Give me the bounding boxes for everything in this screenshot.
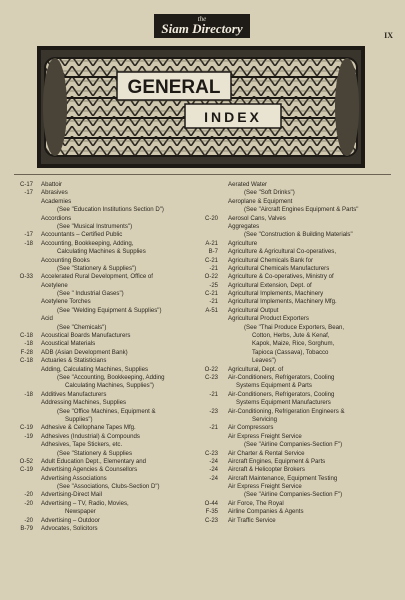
- page-reference: [199, 223, 221, 231]
- page-reference: O-22: [204, 274, 218, 281]
- index-entry: Servicing: [252, 415, 278, 423]
- page-reference: -21: [209, 391, 218, 398]
- index-entry: Aggregates: [228, 222, 260, 230]
- index-entry: Aeroplane & Equipment: [228, 197, 293, 205]
- page-reference: [14, 382, 36, 390]
- page-reference: [14, 265, 36, 273]
- page-reference: C-17: [19, 182, 33, 188]
- index-entry: Actuaries & Statisticians: [41, 357, 107, 365]
- index-entry: Agriculture & Agricultural Co-operatives,: [228, 248, 337, 256]
- index-entry: Accordions: [41, 214, 72, 222]
- right-column-codes: [199, 181, 221, 525]
- page-reference: [199, 441, 221, 449]
- page-reference: [14, 206, 36, 214]
- index-entry: Acetylene: [41, 281, 68, 289]
- page-reference: [14, 450, 36, 458]
- index-entry: Adhesives, Tape Stickers, etc.: [41, 441, 123, 449]
- index-entry: Advertising Associations: [41, 474, 107, 482]
- index-entry: Acoustical Boards Manufacturers: [41, 332, 131, 340]
- page-reference: -17: [24, 232, 33, 239]
- index-entry: Agricultural Extension, Dept. of: [228, 281, 312, 289]
- index-entry: Agricultural, Dept. of: [228, 365, 284, 373]
- index-entry: Air Traffic Service: [228, 516, 276, 524]
- page-reference: C-19: [19, 467, 33, 474]
- page-reference: [14, 475, 36, 483]
- masthead-title: Siam Directory: [161, 21, 243, 36]
- page-reference: C-20: [204, 215, 218, 222]
- page-reference: [199, 491, 221, 499]
- page-reference: [199, 315, 221, 323]
- page-reference: A-21: [205, 240, 218, 247]
- index-entry: Air Express Freight Service: [228, 432, 302, 440]
- index-entry: Adhesive & Cellophane Tapes Mfg.: [41, 424, 136, 432]
- top-divider: [14, 174, 391, 175]
- index-entry: Adult Education Dept., Elementary and: [41, 457, 147, 465]
- index-entry: Accelerated Rural Development, Office of: [41, 273, 153, 281]
- masthead-the: the: [197, 15, 207, 23]
- index-entry: Agriculture & Co-operatives, Ministry of: [228, 273, 334, 281]
- index-entry: (See "Associations, Clubs-Section D"): [57, 483, 160, 491]
- page-reference: [14, 416, 36, 424]
- index-entry: Agricultural Product Exporters: [228, 315, 309, 323]
- index-entry: Academies: [41, 197, 72, 205]
- page-reference: [14, 290, 36, 298]
- page-reference: -20: [24, 517, 33, 524]
- page-reference: -21: [209, 425, 218, 432]
- banner-word-index: INDEX: [204, 109, 262, 125]
- page-reference: [14, 257, 36, 265]
- page-reference: -18: [24, 240, 33, 247]
- index-entry: Aircraft Maintenance, Equipment Testing: [228, 474, 338, 482]
- index-entry: Newspaper: [65, 508, 96, 516]
- page-reference: O-44: [204, 500, 218, 507]
- page-reference: [199, 483, 221, 491]
- general-index-banner: [37, 46, 365, 168]
- page-reference: -24: [209, 467, 218, 474]
- page-reference: -25: [209, 282, 218, 289]
- index-entry: (See "Airline Companies-Section F"): [244, 491, 343, 499]
- index-entry: Air Express Freight Service: [228, 483, 302, 491]
- page-reference: [199, 433, 221, 441]
- page-reference: A-51: [205, 307, 218, 314]
- index-entry: Acoustical Materials: [41, 340, 96, 348]
- page-reference: [14, 198, 36, 206]
- index-entry: Agricultural Implements, Machinery: [228, 290, 324, 298]
- page-reference: [14, 315, 36, 323]
- index-entry: (See "Construction & Building Materials": [244, 231, 353, 239]
- page-reference: O-22: [204, 366, 218, 373]
- index-entry: (See "Education Institutions Section D"): [57, 206, 164, 214]
- index-entry: Addressing Machines, Supplies: [41, 399, 127, 407]
- index-entry: Adhesives (Industrial) & Compounds: [41, 432, 140, 440]
- page-reference: -23: [209, 408, 218, 415]
- page-reference: [14, 408, 36, 416]
- page-reference: C-21: [204, 291, 218, 298]
- page-reference: [199, 357, 221, 365]
- index-entry: (See "Office Machines, Equipment &: [57, 407, 156, 415]
- page-reference: [199, 340, 221, 348]
- page-reference: O-52: [19, 458, 33, 465]
- page-reference: -24: [209, 458, 218, 465]
- index-entry: Agricultural Implements, Machinery Mfg.: [228, 298, 337, 306]
- page-reference: B-79: [20, 526, 33, 533]
- index-entry: (See "Soft Drinks"): [244, 189, 295, 197]
- page-reference: F-28: [20, 349, 33, 356]
- index-entry: Air Charter & Rental Service: [228, 449, 305, 457]
- index-entry: (See "Airline Companies-Section F"): [244, 441, 343, 449]
- page-reference: [14, 282, 36, 290]
- index-entry: (See " Industrial Gases"): [57, 290, 124, 298]
- page-reference: F-35: [205, 509, 218, 516]
- index-entry: Leaves"): [252, 357, 276, 365]
- index-entry: Airline Companies & Agents: [228, 508, 304, 516]
- index-entry: Agricultural Chemicals Manufacturers: [228, 264, 330, 272]
- index-entry: Kapok, Maize, Rice, Sorghum,: [252, 340, 335, 348]
- index-entry: Agricultural Output: [228, 306, 279, 314]
- page-reference: [14, 223, 36, 231]
- page-reference: [14, 508, 36, 516]
- index-entry: Air Compressors: [228, 424, 274, 432]
- page-reference: B-7: [208, 249, 218, 256]
- page-reference: [199, 206, 221, 214]
- page-reference: C-23: [204, 374, 218, 381]
- index-entry: (See "Thai Produce Exporters, Bean,: [244, 323, 345, 331]
- index-entry: Advertising Agencies & Counsellors: [41, 466, 138, 474]
- index-entry: (See "Stationery & Supplies"): [57, 264, 137, 272]
- index-entry: Aircraft Engines, Equipment & Parts: [228, 457, 326, 465]
- page-reference: [199, 198, 221, 206]
- page-reference: -21: [209, 265, 218, 272]
- index-entry: Agriculture: [228, 239, 258, 247]
- page-reference: [14, 441, 36, 449]
- index-entry: Systems Equipment Manufacturers: [236, 399, 331, 407]
- page-reference: [14, 298, 36, 306]
- index-entry: (See "Aircraft Engines Equipment & Parts": [244, 206, 359, 214]
- index-entry: Agricultural Chemicals Bank for: [228, 256, 314, 264]
- page-reference: [199, 189, 221, 197]
- page-number: IX: [384, 31, 393, 40]
- right-column-entries: [228, 181, 398, 525]
- masthead: [154, 14, 250, 38]
- index-entry: Supplies"): [65, 415, 93, 423]
- index-entry: Calculating Machines & Supplies: [57, 248, 146, 256]
- page-reference: [199, 324, 221, 332]
- index-entry: ADB (Asian Development Bank): [41, 348, 128, 356]
- page-reference: O-33: [19, 274, 33, 281]
- page-reference: C-18: [19, 358, 33, 365]
- index-entry: Advertising – TV, Radio, Movies,: [41, 499, 129, 507]
- index-entry: Air-Conditioning, Refrigeration Engineers &: [228, 407, 345, 415]
- page-reference: [14, 307, 36, 315]
- page-reference: [199, 332, 221, 340]
- index-entry: Accounting Books: [41, 256, 90, 264]
- page-reference: -17: [24, 190, 33, 197]
- index-entry: Accountants – Certified Public: [41, 231, 123, 239]
- index-entry: Additives Manufacturers: [41, 390, 107, 398]
- index-entry: (See "Accounting, Bookkeeping, Adding: [57, 373, 165, 381]
- page-reference: [199, 349, 221, 357]
- page-reference: -18: [24, 391, 33, 398]
- page-reference: [199, 181, 221, 189]
- page-reference: C-21: [204, 257, 218, 264]
- index-entry: Air Force, The Royal: [228, 499, 284, 507]
- page-reference: C-19: [19, 425, 33, 432]
- left-column-codes: [14, 181, 36, 533]
- index-entry: Accounting, Bookkeeping, Adding,: [41, 239, 134, 247]
- index-entry: Abrasives: [41, 189, 68, 197]
- page-reference: [14, 324, 36, 332]
- page-reference: [14, 483, 36, 491]
- page-reference: [14, 399, 36, 407]
- page-reference: [199, 231, 221, 239]
- page-reference: -21: [209, 299, 218, 306]
- index-entry: (See "Welding Equipment & Supplies"): [57, 306, 162, 314]
- page-reference: [14, 374, 36, 382]
- index-entry: Aerosol Cans, Valves: [228, 214, 286, 222]
- page-reference: C-23: [204, 517, 218, 524]
- page-reference: -18: [24, 341, 33, 348]
- index-entry: Abattoir: [41, 181, 63, 188]
- page-reference: [14, 248, 36, 256]
- index-entry: (See "Chemicals"): [57, 323, 107, 331]
- index-entry: Cotton, Herbs, Jute & Kenaf,: [252, 332, 330, 340]
- index-entry: Adding, Calculating Machines, Supplies: [41, 365, 149, 373]
- left-column-entries: [41, 181, 196, 533]
- page-reference: [14, 215, 36, 223]
- index-entry: (See "Stationery & Supplies: [57, 449, 132, 457]
- page-reference: [199, 416, 221, 424]
- index-entry: Air-Conditioners, Refrigerators, Cooling: [228, 390, 335, 398]
- page-reference: -20: [24, 492, 33, 499]
- page-reference: [14, 366, 36, 374]
- index-entry: Systems Equipment & Parts: [236, 382, 312, 390]
- index-entry: Acid: [41, 315, 53, 323]
- page-reference: -19: [24, 433, 33, 440]
- index-entry: Aircraft & Helicopter Brokers: [228, 466, 305, 474]
- index-entry: Acetylene Torches: [41, 298, 91, 306]
- index-entry: Air-Conditioners, Refrigerators, Cooling: [228, 373, 335, 381]
- page-reference: C-23: [204, 450, 218, 457]
- page-reference: [199, 399, 221, 407]
- index-entry: (See "Musical Instruments"): [57, 222, 133, 230]
- index-entry: Calculating Machines, Supplies"): [65, 382, 154, 390]
- banner-word-general: GENERAL: [127, 77, 221, 98]
- index-entry: Tapioca (Cassava), Tobacco: [252, 348, 329, 356]
- page-reference: -20: [24, 500, 33, 507]
- index-entry: Advertising – Outdoor: [41, 516, 100, 524]
- page-reference: -24: [209, 475, 218, 482]
- index-entry: Advertising-Direct Mail: [41, 491, 102, 499]
- page-reference: [199, 382, 221, 390]
- index-entry: Aerated Water: [228, 181, 268, 188]
- index-entry: Advocates, Solicitors: [41, 525, 98, 533]
- page-reference: C-18: [19, 333, 33, 340]
